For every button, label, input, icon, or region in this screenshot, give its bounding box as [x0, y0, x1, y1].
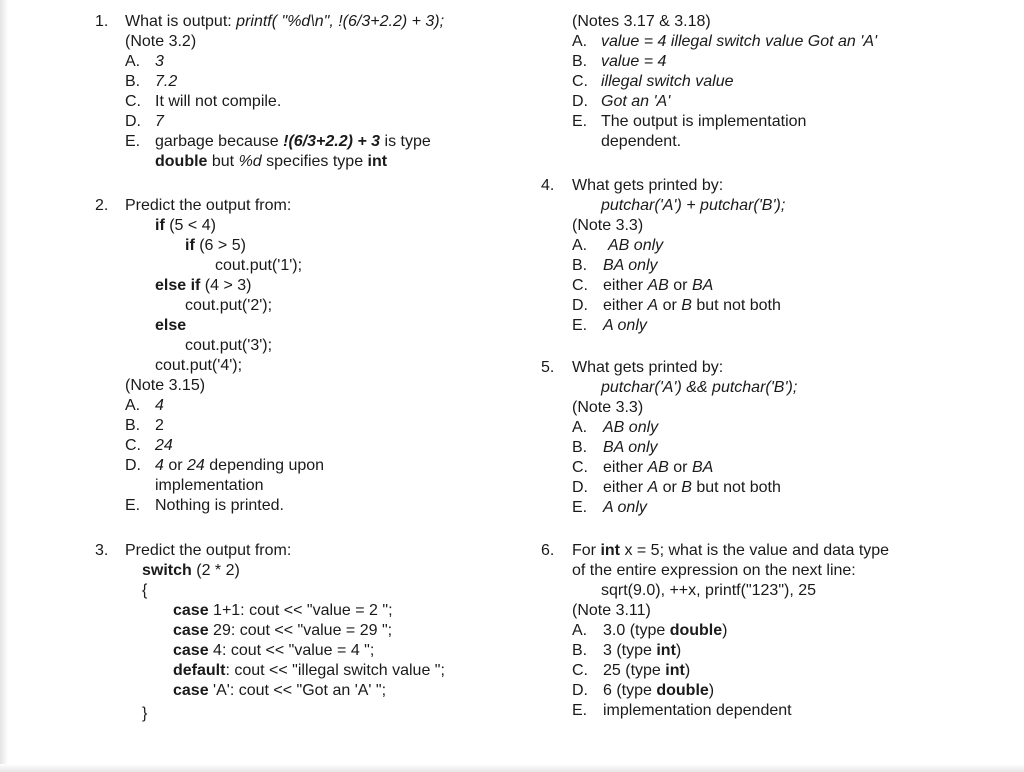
- q3-option-b: B.: [572, 53, 588, 70]
- q6-option-e: E.: [572, 702, 588, 719]
- q1-option-e-text-2: double but %d specifies type int: [155, 153, 388, 170]
- q4-note: (Note 3.3): [572, 217, 644, 234]
- q2-option-a-text: 4: [155, 397, 164, 414]
- q6-note: (Note 3.11): [572, 602, 651, 619]
- q2-option-b: B.: [125, 417, 141, 434]
- q1-option-c: C.: [125, 93, 141, 110]
- q4-stem: What gets printed by:: [572, 177, 724, 194]
- q5-option-a-text: AB only: [603, 419, 659, 436]
- q3-option-e-text-2: dependent.: [601, 133, 682, 150]
- q4-option-d: D.: [572, 297, 588, 314]
- q6-option-a: A.: [572, 622, 588, 639]
- q1-number: 1.: [95, 13, 109, 30]
- q4-option-c-text: either AB or BA: [603, 277, 714, 294]
- q1-option-c-text: It will not compile.: [155, 93, 282, 110]
- q6-option-c: C.: [572, 662, 588, 679]
- q2-option-d-text: 4 or 24 depending upon: [155, 457, 325, 474]
- q2-option-e-text: Nothing is printed.: [155, 497, 284, 514]
- q3-option-d: D.: [572, 93, 588, 110]
- q2-option-d: D.: [125, 457, 141, 474]
- q3-switch-line: switch (2 * 2): [142, 562, 240, 579]
- q1-note: (Note 3.2): [125, 33, 197, 50]
- q3-note: (Notes 3.17 & 3.18): [572, 13, 711, 30]
- q3-case-line: default: cout << "illegal switch value ";: [173, 662, 445, 679]
- q1-stem: What is output: printf( "%d\n", !(6/3+2.2) + 3);: [125, 13, 445, 30]
- q4-option-e: E.: [572, 317, 588, 334]
- q4-code: putchar('A') + putchar('B');: [601, 197, 786, 214]
- q2-code-line: cout.put('2');: [185, 297, 273, 314]
- q2-code-line: cout.put('4');: [155, 357, 243, 374]
- q2-code-line: else: [155, 317, 187, 334]
- q2-stem: Predict the output from:: [125, 197, 292, 214]
- q1-option-b-text: 7.2: [155, 73, 178, 90]
- q5-option-e-text: A only: [603, 499, 647, 516]
- q2-code-line: if (5 < 4): [155, 217, 216, 234]
- q2-option-b-text: 2: [155, 417, 164, 434]
- q3-option-b-text: value = 4: [601, 53, 667, 70]
- q6-number: 6.: [541, 542, 555, 559]
- q3-case-line: case 1+1: cout << "value = 2 ";: [173, 602, 393, 619]
- q6-expression: sqrt(9.0), ++x, printf("123"), 25: [601, 582, 817, 599]
- q2-option-d-text-2: implementation: [155, 477, 264, 494]
- q6-option-b: B.: [572, 642, 588, 659]
- q2-option-c: C.: [125, 437, 141, 454]
- q1-option-d: D.: [125, 113, 141, 130]
- q4-option-a-text: AB only: [608, 237, 664, 254]
- q2-option-a: A.: [125, 397, 141, 414]
- page-bottom-edge: [0, 764, 1024, 772]
- q3-option-a: A.: [572, 33, 588, 50]
- q2-note: (Note 3.15): [125, 377, 206, 394]
- q5-option-d: D.: [572, 479, 588, 496]
- q5-stem: What gets printed by:: [572, 359, 724, 376]
- q3-number: 3.: [95, 542, 109, 559]
- q5-option-d-text: either A or B but not both: [603, 479, 781, 496]
- q3-option-e: E.: [572, 113, 588, 130]
- q3-option-e-text: The output is implementation: [601, 113, 807, 130]
- q3-open-brace: {: [142, 582, 148, 599]
- q5-option-b-text: BA only: [603, 439, 658, 456]
- q1-option-a-text: 3: [155, 53, 164, 70]
- q1-option-e-text: garbage because !(6/3+2.2) + 3 is type: [155, 133, 431, 150]
- q4-option-c: C.: [572, 277, 588, 294]
- q4-option-a: A.: [572, 237, 588, 254]
- q3-option-c-text: illegal switch value: [601, 73, 734, 90]
- q1-option-a: A.: [125, 53, 141, 70]
- q4-option-b-text: BA only: [603, 257, 658, 274]
- q2-number: 2.: [95, 197, 109, 214]
- q2-option-e: E.: [125, 497, 141, 514]
- q3-case-line: case 'A': cout << "Got an 'A' ";: [173, 682, 387, 699]
- q5-number: 5.: [541, 359, 555, 376]
- q6-option-d-text: 6 (type double): [603, 682, 715, 699]
- q2-code-line: if (6 > 5): [185, 237, 246, 254]
- q2-code-line: cout.put('3');: [185, 337, 273, 354]
- q3-case-line: case 4: cout << "value = 4 ";: [173, 642, 375, 659]
- q6-stem: For int x = 5; what is the value and data type: [572, 542, 890, 559]
- q2-code-line: else if (4 > 3): [155, 277, 252, 294]
- q1-option-d-text: 7: [155, 113, 164, 130]
- q5-code: putchar('A') && putchar('B');: [601, 379, 798, 396]
- q5-note: (Note 3.3): [572, 399, 644, 416]
- q6-stem-2: of the entire expression on the next line:: [572, 562, 856, 579]
- q5-option-c: C.: [572, 459, 588, 476]
- q5-option-c-text: either AB or BA: [603, 459, 714, 476]
- q2-option-c-text: 24: [155, 437, 173, 454]
- q6-option-c-text: 25 (type int): [603, 662, 691, 679]
- q4-option-d-text: either A or B but not both: [603, 297, 781, 314]
- q5-option-e: E.: [572, 499, 588, 516]
- q6-option-b-text: 3 (type int): [603, 642, 682, 659]
- q4-option-b: B.: [572, 257, 588, 274]
- q6-option-a-text: 3.0 (type double): [603, 622, 728, 639]
- q3-stem: Predict the output from:: [125, 542, 292, 559]
- q2-code-line: cout.put('1');: [215, 257, 303, 274]
- q1-option-b: B.: [125, 73, 141, 90]
- q3-option-a-text: value = 4 illegal switch value Got an 'A': [601, 33, 878, 50]
- q3-case-line: case 29: cout << "value = 29 ";: [173, 622, 393, 639]
- q1-option-e: E.: [125, 133, 141, 150]
- q5-option-a: A.: [572, 419, 588, 436]
- q6-option-d: D.: [572, 682, 588, 699]
- q3-close-brace: }: [142, 705, 148, 722]
- q5-option-b: B.: [572, 439, 588, 456]
- q3-option-d-text: Got an 'A': [601, 93, 671, 110]
- q3-option-c: C.: [572, 73, 588, 90]
- q4-number: 4.: [541, 177, 555, 194]
- page-left-edge: [0, 0, 8, 772]
- q4-option-e-text: A only: [603, 317, 647, 334]
- q6-option-e-text: implementation dependent: [603, 702, 792, 719]
